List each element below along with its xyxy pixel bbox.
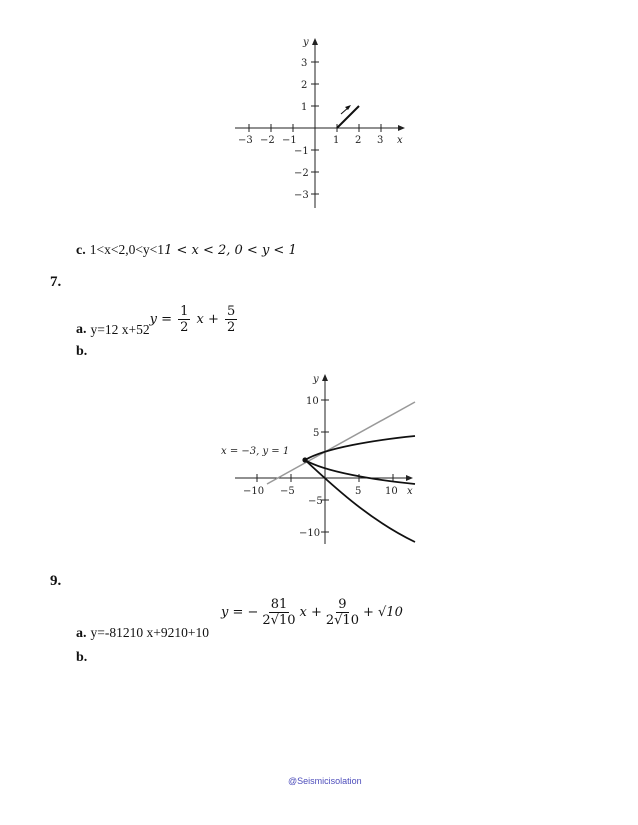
problem-7-a-equation — [150, 304, 240, 335]
fig2-xtick: −5 — [280, 486, 295, 497]
fig2-y-arrow-icon — [322, 374, 328, 381]
p9-tail: + √10 — [362, 605, 403, 620]
figure-2-graph — [215, 368, 425, 548]
fig2-ytick: 10 — [306, 396, 319, 407]
fig1-ytick: 1 — [301, 102, 308, 113]
fig2-x-label: x — [407, 486, 413, 497]
footer-watermark: @Seismicisolation — [288, 776, 362, 786]
fig1-y-arrow-icon — [312, 38, 318, 45]
fig2-ytick: −10 — [299, 528, 321, 539]
fig2-ytick: −5 — [308, 496, 323, 507]
fig1-xtick: 1 — [333, 135, 340, 146]
fig1-ytick: 3 — [301, 58, 308, 69]
p7-frac2-num: 5 — [227, 303, 236, 319]
problem-7-b-label: b. — [76, 344, 88, 359]
figure-1-axes — [225, 32, 415, 212]
fig1-ytick: −3 — [294, 190, 309, 201]
fig2-xtick: −10 — [243, 486, 265, 497]
item-c-math: 1 < x < 2, 0 < y < 1 — [164, 243, 297, 258]
fig2-x-arrow-icon — [406, 475, 413, 481]
problem-9-number: 9. — [50, 573, 62, 589]
p7-mid: x + — [196, 311, 219, 327]
p9-frac1-den: 2√10 — [262, 613, 296, 628]
fig2-xtick: 10 — [385, 486, 398, 497]
p9-frac2-num: 9 — [338, 597, 347, 612]
problem-9-a-equation — [221, 597, 403, 628]
problem-9-b-label: b. — [76, 650, 88, 665]
p9-mid: x + — [299, 605, 322, 620]
problem-7-a-raw-text: y=12 x+52 — [90, 322, 150, 337]
fig1-x-arrow-icon — [398, 125, 405, 131]
item-c-label: c. — [76, 243, 86, 258]
fig1-ytick: −1 — [294, 146, 309, 157]
problem-9-a-label: a. — [76, 626, 87, 641]
fig2-y-label: y — [313, 374, 319, 385]
fig1-xtick: 3 — [377, 135, 384, 146]
problem-9-a — [76, 624, 209, 642]
fig1-ytick: −2 — [294, 168, 309, 179]
fig2-ytick: 5 — [313, 428, 320, 439]
fig1-ytick: 2 — [301, 80, 308, 91]
problem-7-number: 7. — [50, 274, 62, 290]
fig1-xtick: −2 — [260, 135, 275, 146]
fig2-xtick: 5 — [355, 486, 362, 497]
p9-frac2-den: 2√10 — [325, 613, 359, 628]
fig1-y-label: y — [303, 37, 309, 48]
fig2-upper-curve — [305, 436, 415, 484]
fig1-xtick: −3 — [238, 135, 253, 146]
fig2-tangent-point — [302, 457, 307, 462]
p7-lhs: y = — [149, 311, 172, 327]
p7-frac1-num: 1 — [180, 303, 189, 319]
fig1-x-label: x — [397, 135, 403, 146]
p7-frac1-den: 2 — [180, 319, 189, 335]
p9-lhs: y = − — [221, 605, 259, 620]
fig1-xtick: 2 — [355, 135, 362, 146]
item-c-raw-text: 1<x<2,0<y<1 — [89, 242, 165, 257]
fig1-xtick: −1 — [282, 135, 297, 146]
item-c — [76, 241, 297, 259]
problem-7-a — [76, 300, 239, 338]
p9-frac1-num: 81 — [270, 597, 288, 612]
problem-7-a-label: a. — [76, 322, 87, 337]
p7-frac2-den: 2 — [227, 319, 236, 335]
problem-9-a-raw-text: y=-81210 x+9210+10 — [90, 625, 209, 640]
fig2-annotation: x = −3, y = 1 — [221, 446, 290, 457]
